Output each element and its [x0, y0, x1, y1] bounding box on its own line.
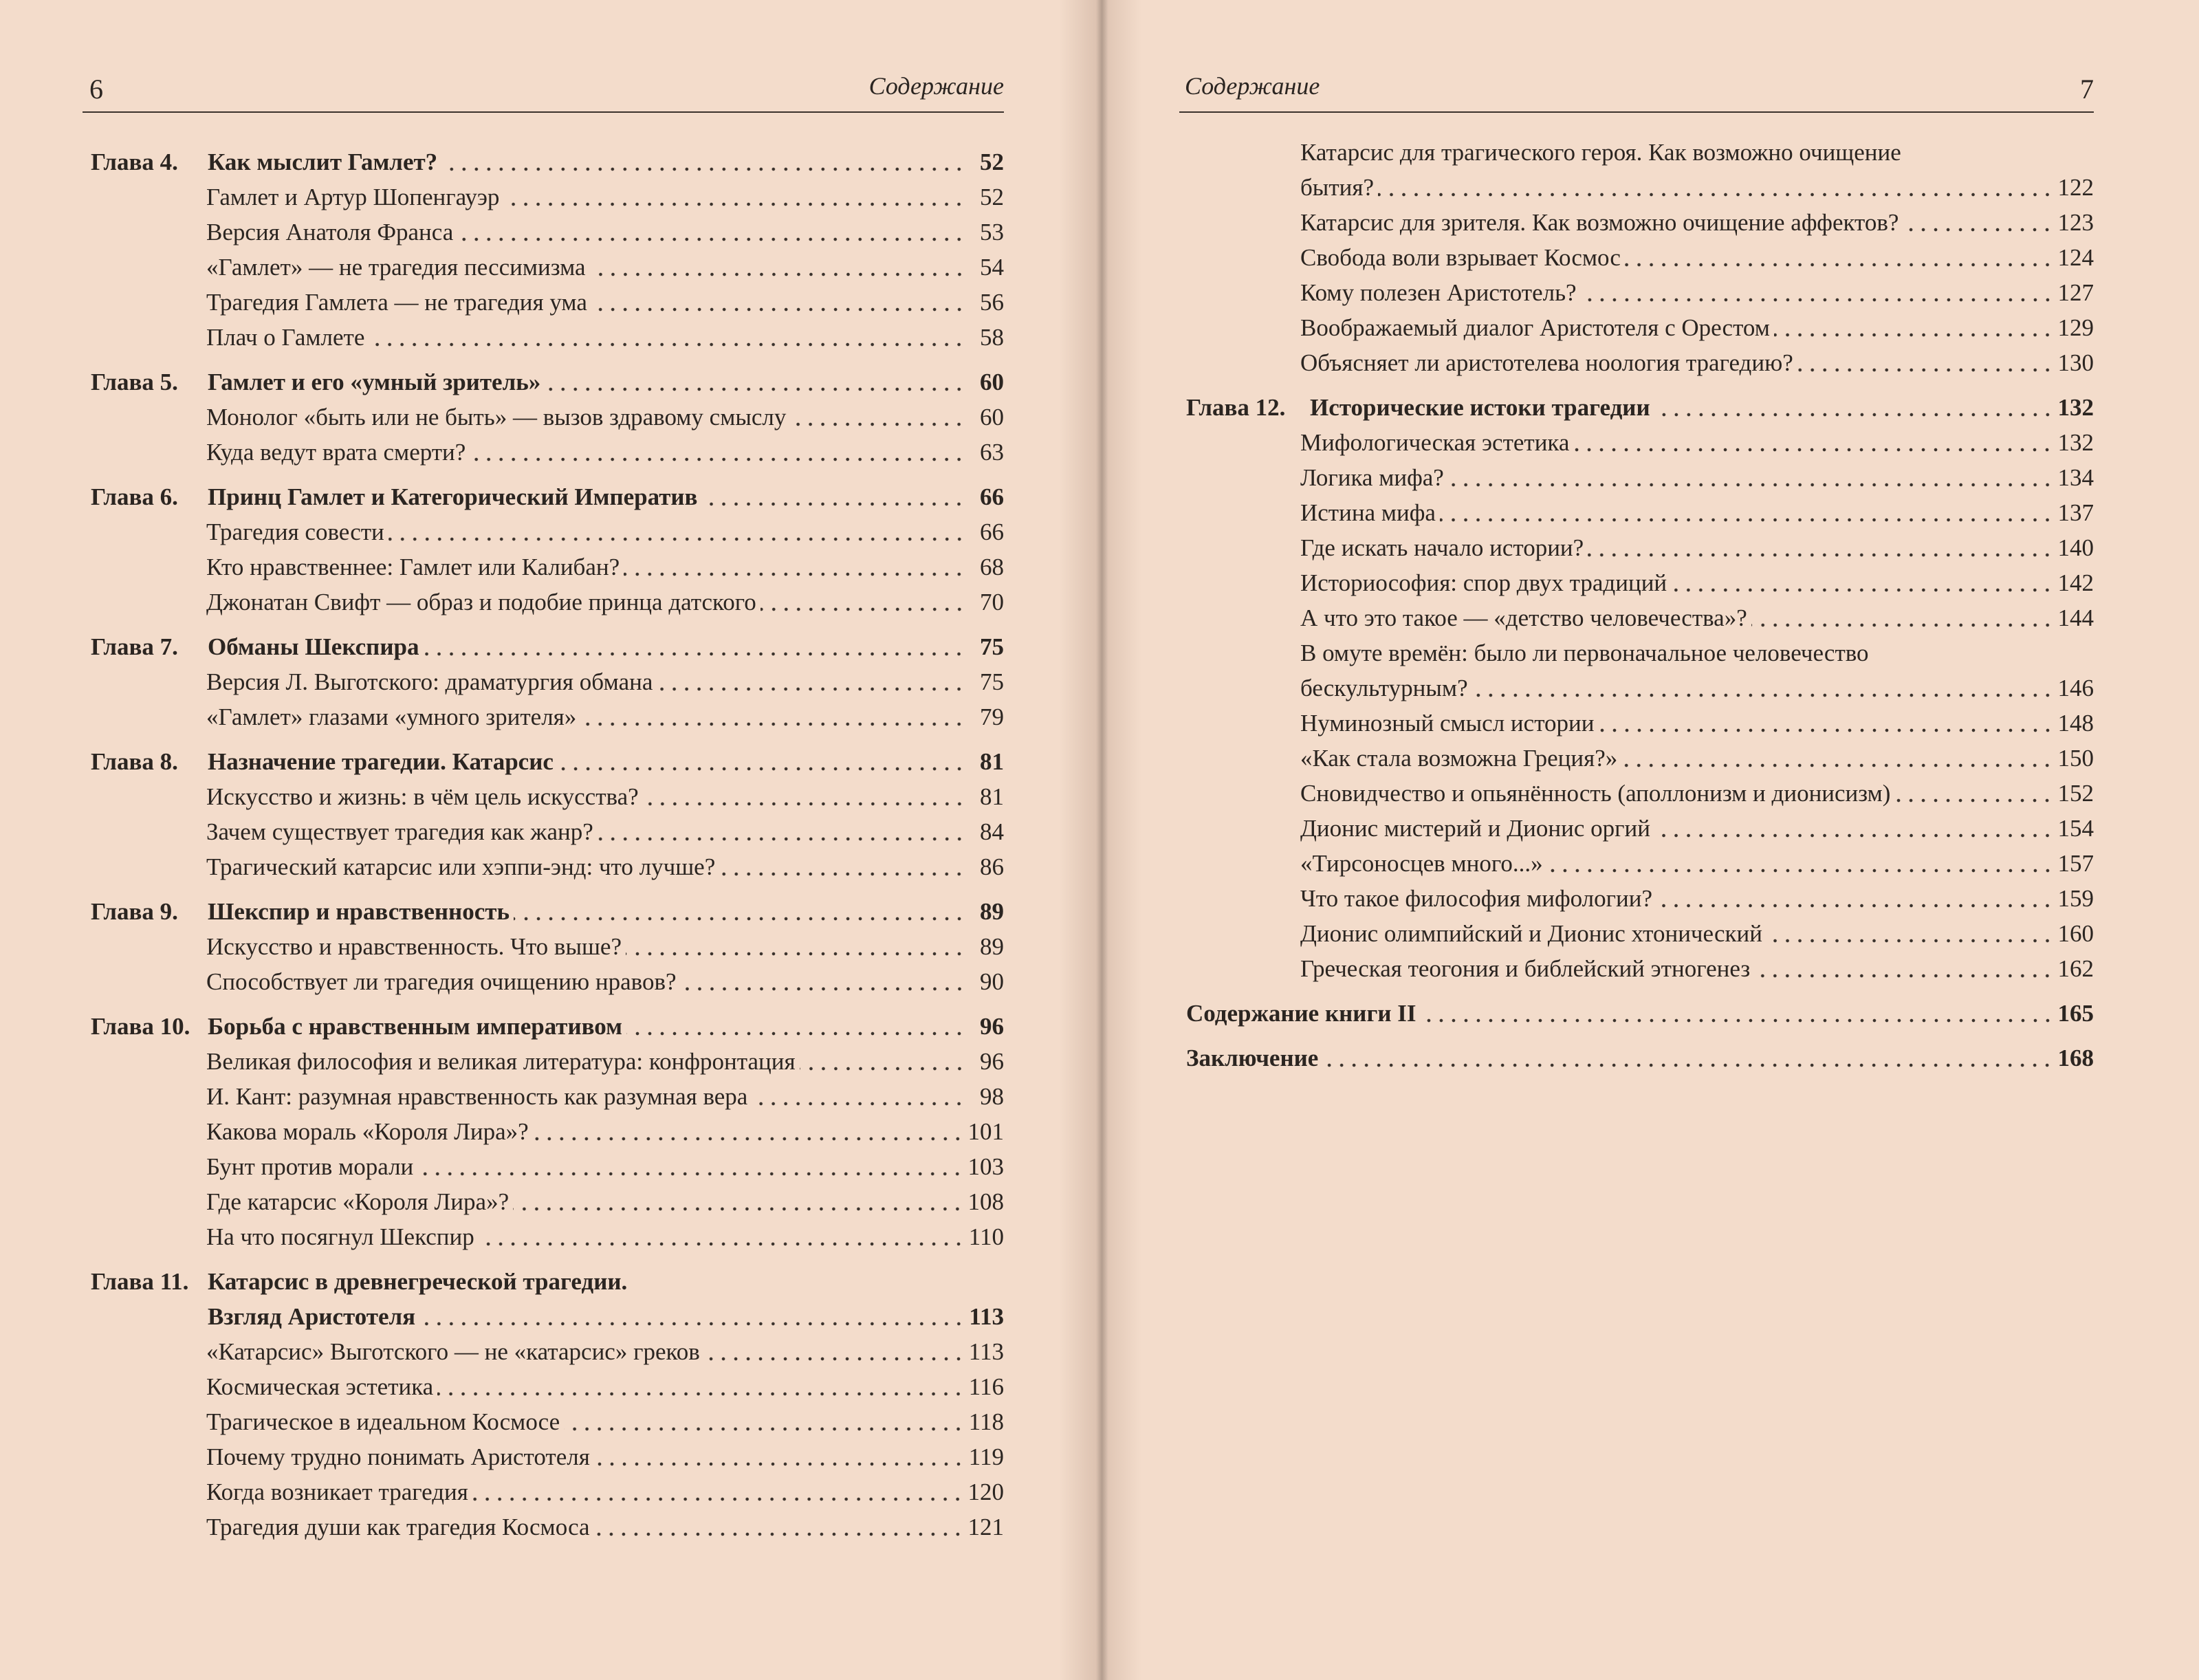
- entry-title: Свобода воли взрывает Космос: [1300, 244, 1621, 271]
- entry-title: Джонатан Свифт — образ и подобие принца датского: [206, 589, 756, 615]
- toc-section-entry[interactable]: [1179, 741, 2094, 776]
- toc-section-entry[interactable]: [1179, 600, 2094, 635]
- entry-title: Мифологическая эстетика: [1300, 429, 1570, 456]
- toc-chapter-entry[interactable]: [83, 629, 1004, 664]
- entry-title-line: [91, 1299, 1004, 1334]
- toc-section-entry[interactable]: [83, 664, 1004, 699]
- dot-leader: [1440, 495, 2054, 530]
- toc-chapter-entry[interactable]: [83, 744, 1004, 779]
- page-ref: 96: [980, 1048, 1004, 1075]
- page-ref: 108: [967, 1188, 1004, 1215]
- toc-section-entry[interactable]: [1179, 345, 2094, 380]
- dot-leader: [790, 400, 965, 435]
- dot-leader: [1903, 205, 2053, 240]
- entry-title: Трагический катарсис или хэппи-энд: что лучше?: [206, 853, 716, 880]
- entry-title-block: [1300, 635, 2094, 706]
- toc-chapter-entry[interactable]: [83, 1264, 1004, 1334]
- page-ref: 127: [2057, 279, 2094, 306]
- entry-title: «Гамлет» — не трагедия пессимизма: [206, 254, 586, 281]
- page-ref: 165: [2057, 1000, 2094, 1027]
- dot-leader: [423, 629, 965, 664]
- toc-section-entry[interactable]: [1179, 205, 2094, 240]
- entry-title: Дионис мистерий и Дионис оргий: [1300, 815, 1650, 842]
- page-ref: 79: [980, 703, 1004, 730]
- page-ref: 60: [980, 404, 1004, 430]
- dot-leader: [1472, 670, 2054, 706]
- dot-leader: [626, 929, 965, 964]
- toc-section-entry[interactable]: [1179, 425, 2094, 460]
- toc-section-entry[interactable]: [1179, 951, 2094, 986]
- entry-title: Воображаемый диалог Аристотеля с Орестом: [1300, 314, 1770, 341]
- entry-title: Греческая теогония и библейский этногенез: [1300, 955, 1751, 982]
- toc-section-entry[interactable]: [83, 814, 1004, 849]
- toc-section-entry[interactable]: [1179, 135, 2094, 205]
- toc-section-entry[interactable]: [83, 435, 1004, 470]
- entry-title: Что такое философия мифологии?: [1300, 885, 1652, 912]
- page-ref: 154: [2057, 815, 2094, 842]
- toc-section-entry[interactable]: [83, 585, 1004, 620]
- dot-leader: [643, 779, 965, 814]
- dot-leader: [470, 435, 965, 470]
- toc-chapter-entry[interactable]: [1179, 1040, 2094, 1076]
- entry-title: Кто нравственнее: Гамлет или Калибан?: [206, 554, 620, 580]
- page-ref: 148: [2057, 710, 2094, 737]
- page-ref: 54: [980, 254, 1004, 281]
- toc-section-entry[interactable]: [1179, 776, 2094, 811]
- page-ref: 140: [2057, 534, 2094, 561]
- toc-section-entry[interactable]: [1179, 530, 2094, 565]
- page-ref: 132: [2057, 394, 2094, 421]
- toc-section-entry[interactable]: [83, 400, 1004, 435]
- toc-section-entry[interactable]: [1179, 310, 2094, 345]
- chapter-label: Глава 5.: [91, 369, 178, 395]
- toc-section-entry[interactable]: [83, 1184, 1004, 1219]
- page-ref: 70: [980, 589, 1004, 615]
- dot-leader: [701, 479, 965, 514]
- page-number: 7: [2080, 74, 2094, 105]
- page-ref: 86: [980, 853, 1004, 880]
- page-ref: 110: [968, 1223, 1004, 1250]
- dot-leader: [514, 894, 965, 929]
- dot-leader: [1656, 881, 2054, 916]
- toc-section-entry[interactable]: [83, 1439, 1004, 1474]
- chapter-label: Глава 8.: [91, 748, 178, 775]
- entry-title: Историософия: спор двух традиций: [1300, 569, 1667, 596]
- toc-section-entry[interactable]: [83, 1509, 1004, 1545]
- page-ref: 160: [2057, 920, 2094, 947]
- toc-section-entry[interactable]: [1179, 846, 2094, 881]
- toc-section-entry[interactable]: [1179, 565, 2094, 600]
- dot-leader: [1774, 310, 2054, 345]
- dot-leader: [761, 585, 965, 620]
- dot-leader: [752, 1079, 965, 1114]
- page-ref: 152: [2057, 780, 2094, 807]
- entry-title-block: [91, 1264, 1004, 1334]
- entry-title: А что это такое — «детство человечества»?: [1300, 604, 1747, 631]
- entry-title: Куда ведут врата смерти?: [206, 439, 466, 466]
- dot-leader: [1322, 1040, 2053, 1076]
- entry-title: Гамлет и его «умный зритель»: [208, 369, 541, 395]
- entry-title: Дионис олимпийский и Дионис хтонический: [1300, 920, 1762, 947]
- entry-title: Исторические истоки трагедии: [1310, 394, 1650, 421]
- page-header: [1179, 69, 2094, 103]
- entry-title: Катарсис для трагического героя. Как возможно очищение: [1300, 139, 1901, 166]
- dot-leader: [1547, 846, 2054, 881]
- page-ref: 159: [2057, 885, 2094, 912]
- entry-title: Способствует ли трагедия очищению нравов?: [206, 968, 677, 995]
- dot-leader: [369, 320, 965, 355]
- page-number: 6: [89, 74, 103, 105]
- dot-leader: [472, 1474, 964, 1509]
- toc-section-entry[interactable]: [83, 320, 1004, 355]
- page-ref: 84: [980, 818, 1004, 845]
- dot-leader: [704, 1334, 965, 1369]
- entry-title: «Как стала возможна Греция?»: [1300, 745, 1618, 772]
- page-ref: 162: [2057, 955, 2094, 982]
- page-ref: 123: [2057, 209, 2094, 236]
- page-ref: 58: [980, 324, 1004, 351]
- entry-title: Шекспир и нравственность: [208, 898, 510, 925]
- page-ref: 118: [968, 1408, 1004, 1435]
- dot-leader: [1588, 530, 2053, 565]
- toc-chapter-entry[interactable]: [83, 364, 1004, 400]
- page-ref: 142: [2057, 569, 2094, 596]
- page-ref: 68: [980, 554, 1004, 580]
- page-ref: 52: [980, 184, 1004, 210]
- dot-leader: [1625, 240, 2054, 275]
- entry-title: Содержание книги II: [1186, 1000, 1416, 1027]
- dot-leader: [1766, 916, 2054, 951]
- dot-leader: [1751, 600, 2054, 635]
- header-rule: [1179, 111, 2094, 113]
- page-ref: 130: [2057, 349, 2094, 376]
- entry-title: Борьба с нравственным императивом: [208, 1013, 622, 1040]
- chapter-label: Глава 12.: [1186, 394, 1286, 421]
- page-ref: 66: [980, 483, 1004, 510]
- entry-title: Сновидчество и опьянённость (аполлонизм и дионисизм): [1300, 780, 1891, 807]
- dot-leader: [441, 144, 965, 179]
- entry-title: Заключение: [1186, 1045, 1319, 1071]
- entry-title: Назначение трагедии. Катарсис: [208, 748, 554, 775]
- entry-title: Гамлет и Артур Шопенгауэр: [206, 184, 500, 210]
- entry-title: Обманы Шекспира: [208, 633, 419, 660]
- page-ref: 150: [2057, 745, 2094, 772]
- entry-title: Искусство и жизнь: в чём цель искусства?: [206, 783, 639, 810]
- dot-leader: [417, 1149, 963, 1184]
- page-ref: 81: [980, 783, 1004, 810]
- toc-section-entry[interactable]: [83, 1369, 1004, 1404]
- entry-title-line: [1300, 670, 2094, 706]
- page-ref: 120: [967, 1479, 1004, 1505]
- entry-title: На что посягнул Шекспир: [206, 1223, 474, 1250]
- entry-title: Логика мифа?: [1300, 464, 1444, 491]
- running-head: Содержание: [1185, 72, 1320, 100]
- toc-section-entry[interactable]: [83, 1474, 1004, 1509]
- dot-leader: [594, 1439, 965, 1474]
- toc-section-entry[interactable]: [83, 514, 1004, 549]
- entry-title: Версия Л. Выготского: драматургия обмана: [206, 668, 653, 695]
- chapter-label: Глава 10.: [91, 1013, 190, 1040]
- toc-chapter-entry[interactable]: [83, 144, 1004, 179]
- toc-section-entry[interactable]: [83, 779, 1004, 814]
- entry-title: Искусство и нравственность. Что выше?: [206, 933, 622, 960]
- entry-title: Трагедия Гамлета — не трагедия ума: [206, 289, 587, 316]
- entry-title: Кому полезен Аристотель?: [1300, 279, 1577, 306]
- dot-leader: [1599, 706, 2054, 741]
- entry-title: «Катарсис» Выготского — не «катарсис» греков: [206, 1338, 700, 1365]
- entry-title: Трагическое в идеальном Космосе: [206, 1408, 560, 1435]
- entry-title-line: [91, 1264, 1004, 1299]
- entry-title: Когда возникает трагедия: [206, 1479, 468, 1505]
- toc-chapter-entry[interactable]: [83, 894, 1004, 929]
- page-ref: 134: [2057, 464, 2094, 491]
- dot-leader: [590, 250, 965, 285]
- entry-title-continued: бескультурным?: [1300, 675, 1468, 701]
- toc-section-entry[interactable]: [1179, 811, 2094, 846]
- toc-section-entry[interactable]: [83, 1044, 1004, 1079]
- page-ref: 137: [2057, 499, 2094, 526]
- page-header: [83, 69, 1004, 103]
- dot-leader: [1654, 390, 2054, 425]
- dot-leader: [1448, 460, 2054, 495]
- toc-section-entry[interactable]: [83, 215, 1004, 250]
- toc-chapter-entry[interactable]: [1179, 996, 2094, 1031]
- dot-leader: [591, 285, 965, 320]
- dot-leader: [1797, 345, 2054, 380]
- toc-chapter-entry[interactable]: [83, 479, 1004, 514]
- dot-leader: [389, 514, 965, 549]
- entry-title: Катарсис для зрителя. Как возможно очищение аффектов?: [1300, 209, 1899, 236]
- chapter-label: Глава 9.: [91, 898, 178, 925]
- entry-title: Версия Анатоля Франса: [206, 219, 454, 246]
- left-page: [83, 0, 1004, 1680]
- page-ref: 146: [2057, 675, 2094, 701]
- entry-title: Плач о Гамлете: [206, 324, 365, 351]
- dot-leader: [598, 814, 965, 849]
- page-ref: 96: [980, 1013, 1004, 1040]
- dot-leader: [533, 1114, 964, 1149]
- dot-leader: [564, 1404, 965, 1439]
- toc-section-entry[interactable]: [83, 549, 1004, 585]
- toc-section-entry[interactable]: [1179, 916, 2094, 951]
- toc-section-entry[interactable]: [83, 1114, 1004, 1149]
- page-ref: 101: [967, 1118, 1004, 1145]
- running-head: Содержание: [868, 72, 1004, 100]
- entry-title-line: [1300, 635, 2094, 670]
- page-ref: 89: [980, 898, 1004, 925]
- page-ref: 168: [2057, 1045, 2094, 1071]
- entry-title: Принц Гамлет и Категорический Императив: [208, 483, 698, 510]
- toc-section-entry[interactable]: [83, 1219, 1004, 1254]
- page-ref: 90: [980, 968, 1004, 995]
- toc-section-entry[interactable]: [83, 929, 1004, 964]
- dot-leader: [1671, 565, 2053, 600]
- page-ref: 113: [969, 1303, 1004, 1330]
- dot-leader: [1573, 425, 2053, 460]
- entry-title: Трагедия совести: [206, 519, 384, 545]
- chapter-label: Глава 11.: [91, 1268, 189, 1295]
- entry-title: Зачем существует трагедия как жанр?: [206, 818, 593, 845]
- dot-leader: [1654, 811, 2054, 846]
- page-ref: 53: [980, 219, 1004, 246]
- page-ref: 144: [2057, 604, 2094, 631]
- entry-title: В омуте времён: было ли первоначальное человечество: [1300, 640, 1869, 666]
- page-ref: 98: [980, 1083, 1004, 1110]
- page-ref: 60: [980, 369, 1004, 395]
- dot-leader: [479, 1219, 965, 1254]
- entry-title-block: [1300, 135, 2094, 205]
- page-ref: 124: [2057, 244, 2094, 271]
- toc-section-entry[interactable]: [83, 849, 1004, 884]
- chapter-label: Глава 6.: [91, 483, 178, 510]
- entry-title-line: [1300, 170, 2094, 205]
- page-ref: 121: [967, 1514, 1004, 1540]
- toc-chapter-entry[interactable]: [83, 1009, 1004, 1044]
- page-ref: 56: [980, 289, 1004, 316]
- dot-leader: [580, 699, 965, 734]
- entry-title: Трагедия души как трагедия Космоса: [206, 1514, 590, 1540]
- dot-leader: [624, 549, 965, 585]
- entry-title: «Гамлет» глазами «умного зрителя»: [206, 703, 577, 730]
- dot-leader: [513, 1184, 963, 1219]
- dot-leader: [1581, 275, 2054, 310]
- page-ref: 116: [968, 1373, 1004, 1400]
- dot-leader: [1754, 951, 2053, 986]
- entry-title: Где катарсис «Короля Лира»?: [206, 1188, 510, 1215]
- right-page: [1179, 0, 2094, 1680]
- page-ref: 66: [980, 519, 1004, 545]
- entry-title: Где искать начало истории?: [1300, 534, 1584, 561]
- toc-section-entry[interactable]: [1179, 240, 2094, 275]
- dot-leader: [558, 744, 965, 779]
- entry-title: И. Кант: разумная нравственность как разумная вера: [206, 1083, 748, 1110]
- entry-title: Катарсис в древнегреческой трагедии.: [208, 1268, 628, 1295]
- toc-section-entry[interactable]: [1179, 881, 2094, 916]
- toc-section-entry[interactable]: [83, 1149, 1004, 1184]
- dot-leader: [1378, 170, 2054, 205]
- header-rule: [83, 111, 1004, 113]
- entry-title: Великая философия и великая литература: конфронтация: [206, 1048, 796, 1075]
- entry-title: «Тирсоносцев много...»: [1300, 850, 1543, 877]
- toc-section-entry[interactable]: [1179, 495, 2094, 530]
- entry-title: Бунт против морали: [206, 1153, 414, 1180]
- dot-leader: [657, 664, 965, 699]
- dot-leader: [800, 1044, 965, 1079]
- entry-title-continued: Взгляд Аристотеля: [208, 1303, 416, 1330]
- page-ref: 122: [2057, 174, 2094, 201]
- toc-section-entry[interactable]: [1179, 706, 2094, 741]
- dot-leader: [594, 1509, 964, 1545]
- chapter-label: Глава 7.: [91, 633, 178, 660]
- entry-title-line: [1300, 135, 2094, 170]
- page-ref: 52: [980, 149, 1004, 175]
- toc-section-entry[interactable]: [83, 285, 1004, 320]
- entry-title-continued: бытия?: [1300, 174, 1374, 201]
- page-ref: 129: [2057, 314, 2094, 341]
- toc-list: [1179, 135, 2094, 1076]
- toc-section-entry[interactable]: [83, 964, 1004, 999]
- toc-section-entry[interactable]: [1179, 635, 2094, 706]
- dot-leader: [503, 179, 965, 215]
- toc-section-entry[interactable]: [1179, 460, 2094, 495]
- toc-section-entry[interactable]: [83, 699, 1004, 734]
- entry-title: Космическая эстетика: [206, 1373, 434, 1400]
- chapter-label: Глава 4.: [91, 149, 178, 175]
- dot-leader: [1894, 776, 2053, 811]
- page-ref: 81: [980, 748, 1004, 775]
- toc-section-entry[interactable]: [83, 179, 1004, 215]
- dot-leader: [719, 849, 965, 884]
- book-gutter: [1059, 0, 1141, 1680]
- dot-leader: [419, 1299, 965, 1334]
- toc-section-entry[interactable]: [83, 1079, 1004, 1114]
- page-ref: 119: [968, 1443, 1004, 1470]
- dot-leader: [545, 364, 965, 400]
- entry-title: Нуминозный смысл истории: [1300, 710, 1595, 737]
- entry-title: Истина мифа: [1300, 499, 1436, 526]
- entry-title: Монолог «быть или не быть» — вызов здравому смыслу: [206, 404, 787, 430]
- dot-leader: [437, 1369, 965, 1404]
- dot-leader: [1421, 996, 2054, 1031]
- dot-leader: [626, 1009, 965, 1044]
- dot-leader: [681, 964, 965, 999]
- page-ref: 63: [980, 439, 1004, 466]
- page-ref: 75: [980, 633, 1004, 660]
- toc-section-entry[interactable]: [1179, 275, 2094, 310]
- page-ref: 132: [2057, 429, 2094, 456]
- toc-chapter-entry[interactable]: [1179, 390, 2094, 425]
- dot-leader: [1621, 741, 2053, 776]
- page-ref: 113: [968, 1338, 1004, 1365]
- toc-section-entry[interactable]: [83, 1404, 1004, 1439]
- page-ref: 89: [980, 933, 1004, 960]
- toc-section-entry[interactable]: [83, 250, 1004, 285]
- entry-title: Какова мораль «Короля Лира»?: [206, 1118, 529, 1145]
- dot-leader: [457, 215, 965, 250]
- toc-section-entry[interactable]: [83, 1334, 1004, 1369]
- entry-title: Почему трудно понимать Аристотеля: [206, 1443, 590, 1470]
- page-ref: 157: [2057, 850, 2094, 877]
- entry-title: Объясняет ли аристотелева ноология трагедию?: [1300, 349, 1793, 376]
- toc-list: [83, 135, 1004, 1545]
- entry-title: Как мыслит Гамлет?: [208, 149, 438, 175]
- page-ref: 75: [980, 668, 1004, 695]
- page-ref: 103: [967, 1153, 1004, 1180]
